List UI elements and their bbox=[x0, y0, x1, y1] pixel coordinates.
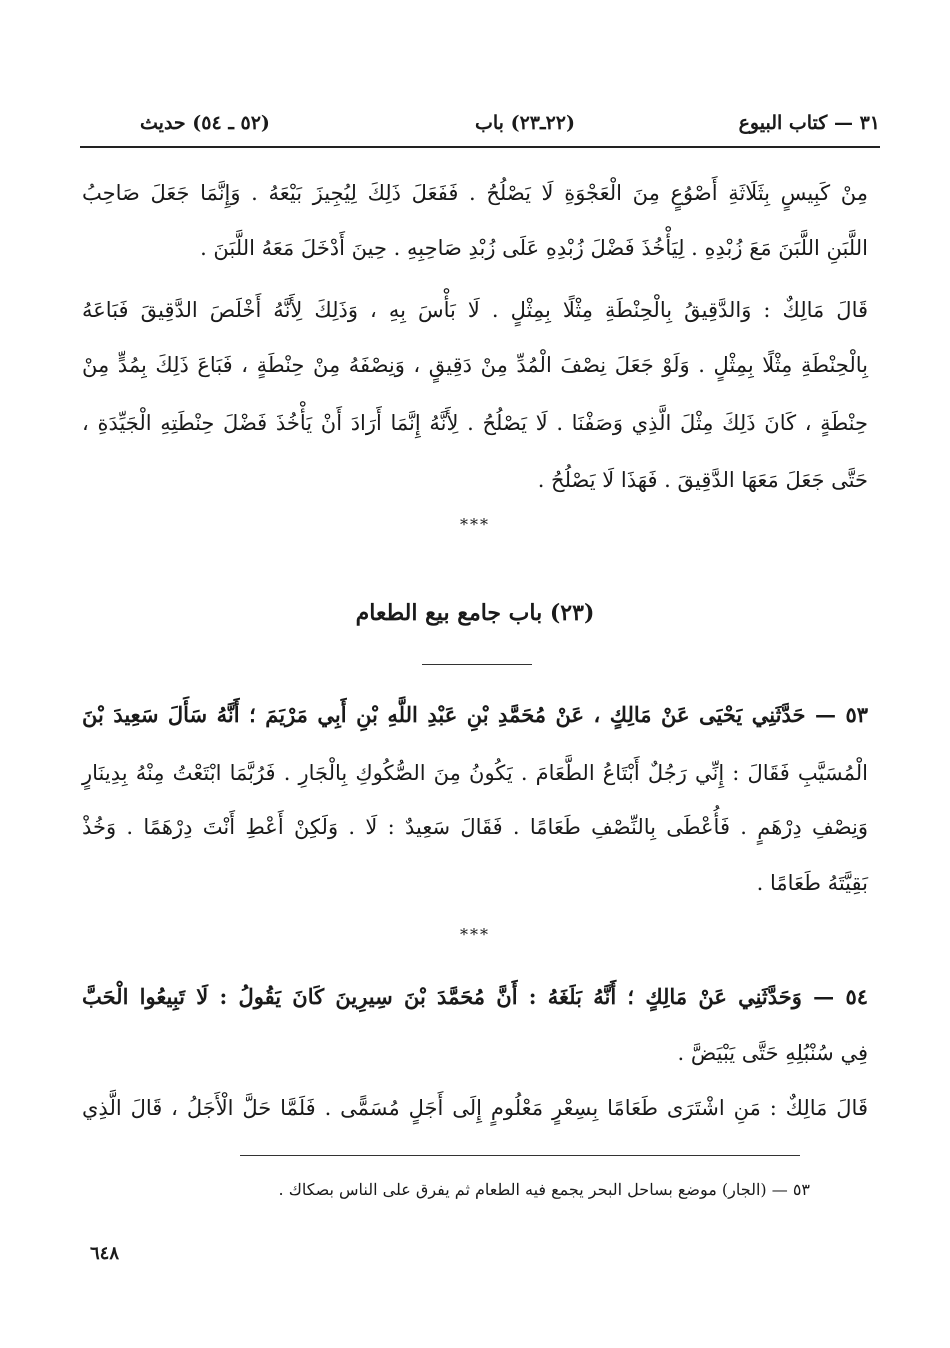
header-book-title: ٣١ — كتاب البيوع bbox=[738, 112, 880, 134]
footnote-rule bbox=[240, 1155, 800, 1156]
header-bab-range: (٢٢ـ٢٣) باب bbox=[475, 112, 575, 134]
paragraph1-line-1: مِنْ كَبِيسٍ بِثَلَاثَةِ أَصْوُعٍ مِنَ الْعَجْوَةِ لَا يَصْلُحُ . فَفَعَلَ ذَلِكَ لِيُجِيزَ بَيْعَهُ . وَإِنَّمَا جَعَلَ صَاحِبُ bbox=[82, 181, 868, 205]
paragraph2-line-2: بِالْحِنْطَةِ مِثْلًا بِمِثْلٍ . وَلَوْ جَعَلَ نِصْفَ الْمُدِّ مِنْ دَقِيقٍ ، وَنِصْفَهُ مِنْ حِنْطَةٍ ، فَبَاعَ ذَلِكَ بِمُدٍّ مِنْ bbox=[82, 353, 868, 377]
running-header bbox=[100, 112, 880, 142]
header-rule bbox=[80, 146, 880, 148]
paragraph2-line-1: قَالَ مَالِكٌ : وَالدَّقِيقُ بِالْحِنْطَةِ مِثْلًا بِمِثْلٍ . لَا بَأْسَ بِهِ ، وَذَلِكَ لِأَنَّهُ أَخْلَصَ الدَّقِيقَ فَبَاعَهُ bbox=[82, 298, 868, 322]
separator-stars-1: *** bbox=[460, 515, 490, 534]
section-title: (٢٣) باب جامع بيع الطعام bbox=[355, 600, 595, 626]
hadith53-line-3: وَنِصْفِ دِرْهَمٍ . فَأُعْطَى بِالنِّصْفِ طَعَامًا . فَقَالَ سَعِيدٌ : لَا . وَلَكِنْ أَعْطِ أَنْتَ دِرْهَمًا . وَخُذْ bbox=[82, 815, 868, 839]
paragraph2-line-3: حِنْطَةٍ ، كَانَ ذَلِكَ مِثْلَ الَّذِي وَصَفْنَا . لَا يَصْلُحُ . لِأَنَّهُ إِنَّمَا أَرَادَ أَنْ يَأْخُذَ فَضْلَ حِنْطَتِهِ الْجَيِّدَةِ ، bbox=[82, 411, 868, 435]
paragraph3-line-1: قَالَ مَالِكٌ : مَنِ اشْتَرَى طَعَامًا بِسِعْرٍ مَعْلُومٍ إِلَى أَجَلٍ مُسَمًّى . فَلَمَّا حَلَّ الْأَجَلُ ، قَالَ الَّذِي bbox=[82, 1096, 868, 1120]
hadith53-line-2: الْمُسَيَّبِ فَقَالَ : إِنِّي رَجُلٌ أَبْتَاعُ الطَّعَامَ . يَكُونُ مِنَ الصُّكُوكِ بِالْجَارِ . فَرُبَّمَا ابْتَعْتُ مِنْهُ بِدِينَارٍ bbox=[82, 761, 868, 785]
hadith53-line-4: بَقِيَّتَهُ طَعَامًا . bbox=[756, 871, 868, 895]
header-hadith-range: (٥٢ ـ ٥٤) حديث bbox=[140, 112, 270, 134]
section-title-rule bbox=[422, 664, 532, 665]
paragraph1-line-2: اللَّبَنِ اللَّبَنَ مَعَ زُبْدِهِ . لِيَأْخُذَ فَضْلَ زُبْدِهِ عَلَى زُبْدِ صَاحِبِهِ . حِينَ أَدْخَلَ مَعَهُ اللَّبَنَ . bbox=[200, 236, 868, 260]
paragraph2-line-4: حَتَّى جَعَلَ مَعَهَا الدَّقِيقَ . فَهَذَا لَا يَصْلُحُ . bbox=[537, 468, 868, 492]
page-number: ٦٤٨ bbox=[90, 1243, 120, 1264]
hadith53-line-1: ٥٣ — حَدَّثَنِي يَحْيَى عَنْ مَالِكٍ ، عَنْ مُحَمَّدِ بْنِ عَبْدِ اللَّهِ بْنِ أَبِي مَرْيَمَ ؛ أَنَّهُ سَأَلَ سَعِيدَ بْنَ bbox=[82, 702, 868, 727]
separator-stars-2: *** bbox=[460, 925, 490, 944]
footnote: ٥٣ — (الجار) موضع بساحل البحر يجمع فيه الطعام ثم يفرق على الناس بصكاك . bbox=[278, 1180, 810, 1199]
hadith54-line-2: فِي سُنْبُلِهِ حَتَّى يَبْيَضَّ . bbox=[677, 1041, 868, 1065]
hadith54-line-1: ٥٤ — وَحَدَّثَنِي عَنْ مَالِكٍ ؛ أَنَّهُ بَلَغَهُ : أَنَّ مُحَمَّدَ بْنَ سِيرِينَ كَانَ يَقُولُ : لَا تَبِيعُوا الْحَبَّ bbox=[82, 984, 868, 1009]
